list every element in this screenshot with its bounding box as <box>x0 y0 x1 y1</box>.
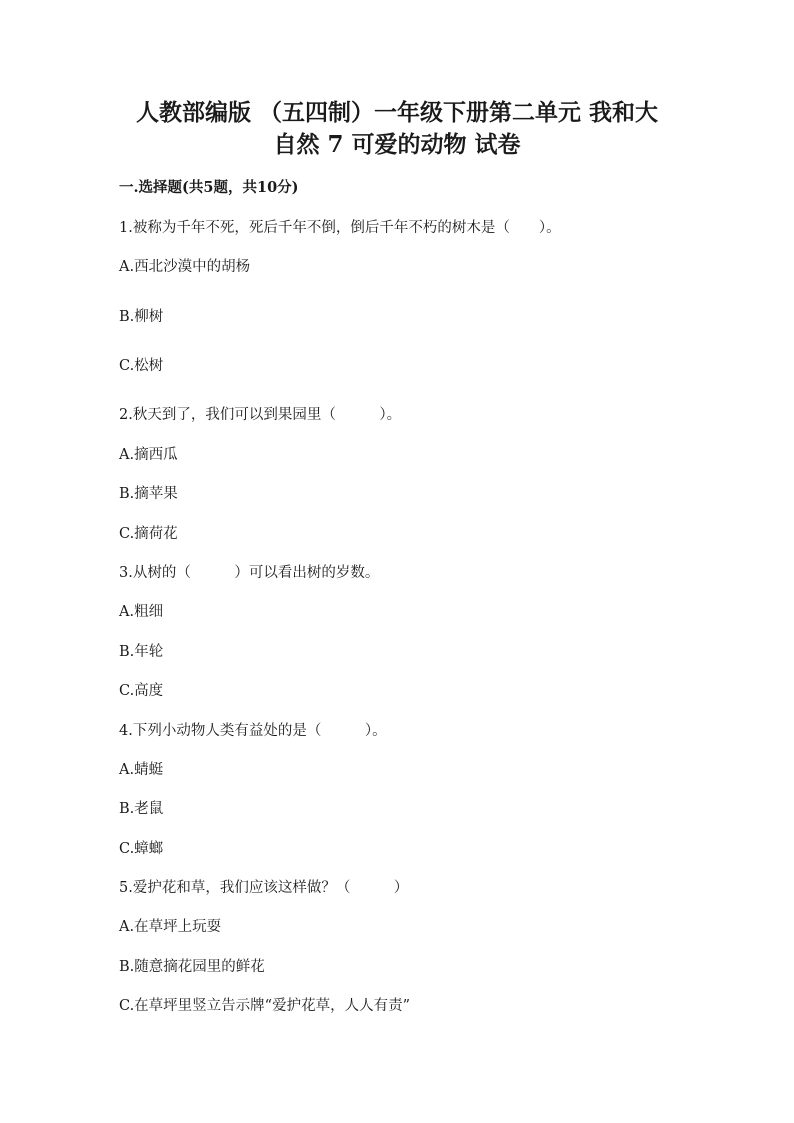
question-1-option-a: A.西北沙漠中的胡杨 <box>119 259 251 275</box>
question-5-option-a: A.在草坪上玩耍 <box>119 919 222 935</box>
question-4-option-b: B.老鼠 <box>119 801 164 817</box>
question-3-option-c: C.高度 <box>119 683 164 699</box>
page-title-line-1: 人教部编版 （五四制）一年级下册第二单元 我和大 <box>135 99 658 126</box>
question-2-option-b: B.摘苹果 <box>119 486 178 502</box>
question-1-option-c: C.松树 <box>119 358 164 374</box>
section-heading: 一.选择题(共5题，共10分) <box>119 179 299 196</box>
question-5-stem: 5.爱护花和草，我们应该这样做？（ ） <box>119 880 409 896</box>
question-4-option-a: A.蜻蜓 <box>119 762 164 778</box>
question-1-option-b: B.柳树 <box>119 309 164 325</box>
question-3-option-a: A.粗细 <box>119 604 164 620</box>
question-4-stem: 4.下列小动物人类有益处的是（ ）。 <box>119 723 387 739</box>
question-1-stem: 1.被称为千年不死，死后千年不倒，倒后千年不朽的树木是（ ）。 <box>119 220 561 236</box>
question-2-stem: 2.秋天到了，我们可以到果园里（ ）。 <box>119 407 402 423</box>
question-2-option-c: C.摘荷花 <box>119 526 178 542</box>
question-3-stem: 3.从树的（ ）可以看出树的岁数。 <box>119 565 380 581</box>
question-4-option-c: C.蟑螂 <box>119 841 164 857</box>
question-5-option-b: B.随意摘花园里的鲜花 <box>119 959 265 975</box>
question-3-option-b: B.年轮 <box>119 644 164 660</box>
question-5-option-c: C.在草坪里竖立告示牌“爱护花草，人人有责” <box>119 998 411 1014</box>
question-2-option-a: A.摘西瓜 <box>119 447 178 463</box>
page-title-line-2: 自然 7 可爱的动物 试卷 <box>273 131 521 158</box>
